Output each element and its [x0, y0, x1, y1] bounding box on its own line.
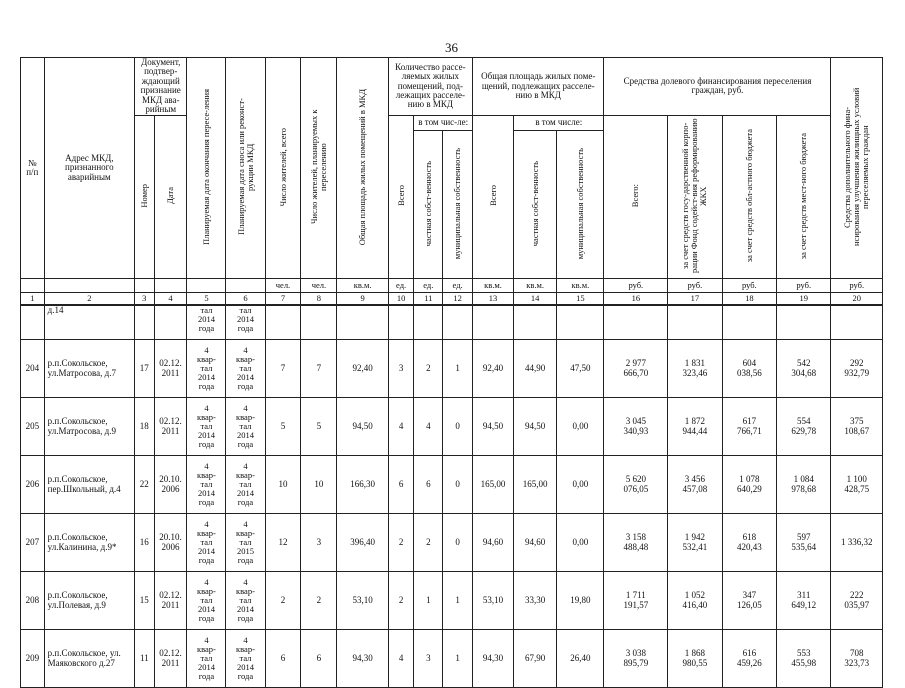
cell-area-total: 92,40	[472, 340, 513, 398]
cell-funding-fund: 3 456 457,08	[668, 456, 722, 514]
cell-residents-planned: 5	[301, 398, 337, 456]
cell-num: 204	[21, 340, 45, 398]
cell-relocation-end: 4 квар- тал 2014 года	[187, 514, 226, 572]
header-funding-fund: за счет средств госу-дарственной корпо-рации Фонд содейст-вия реформированию ЖКХ	[668, 115, 722, 278]
cell-area-private: 94,50	[514, 398, 557, 456]
cell-relocation-end: 4 квар- тал 2014 года	[187, 456, 226, 514]
cell	[472, 305, 513, 340]
cell-address: р.п.Сокольское, ул.Полевая, д.9	[44, 572, 134, 630]
cell-premises-private: 6	[414, 456, 443, 514]
cell-funding-regional: 347 126,05	[722, 572, 776, 630]
cell-num: 206	[21, 456, 45, 514]
cell-funding-local: 553 455,98	[777, 630, 831, 688]
header-funding-total: Всего:	[604, 115, 668, 278]
cell-residents-planned: 7	[301, 340, 337, 398]
cell	[135, 305, 155, 340]
cell-funding-regional: 618 420,43	[722, 514, 776, 572]
cell-area-private: 33,30	[514, 572, 557, 630]
cell-premises-total: 3	[388, 340, 414, 398]
cell-relocation-end: тал 2014 года	[187, 305, 226, 340]
cell	[514, 305, 557, 340]
cell-premises-private: 4	[414, 398, 443, 456]
header-document: Документ, подтвер-ждающий признание МКД ава-рийным	[135, 58, 187, 116]
header-additional-funds: Средства дополнительного фина-нсирования улучшения жилищных условий переселяемых граждан	[831, 58, 883, 279]
header-total-area: Общая площадь жилых помещений в МКД	[337, 58, 388, 279]
column-number-cell: 2	[44, 293, 134, 306]
cell	[154, 305, 187, 340]
cell-demolition: тал 2014 года	[226, 305, 265, 340]
cell-area-total: 94,30	[472, 630, 513, 688]
column-number-cell: 13	[472, 293, 513, 306]
cell	[301, 305, 337, 340]
unit-cell: руб.	[831, 279, 883, 293]
cell-address: р.п.Сокольское, ул.Калинина, д.9*	[44, 514, 134, 572]
cell-doc-number: 22	[135, 456, 155, 514]
cell-funding-local: 597 535,64	[777, 514, 831, 572]
column-number-cell: 14	[514, 293, 557, 306]
column-number-cell: 1	[21, 293, 45, 306]
cell	[414, 305, 443, 340]
column-number-cell: 16	[604, 293, 668, 306]
cell-address: р.п.Сокольское, ул. Маяковского д.27	[44, 630, 134, 688]
cell-total-area: 94,30	[337, 630, 388, 688]
unit-cell: кв.м.	[514, 279, 557, 293]
cell-demolition: 4 квар- тал 2014 года	[226, 456, 265, 514]
unit-cell	[187, 279, 226, 293]
cell-doc-number: 18	[135, 398, 155, 456]
cell-funding-regional: 604 038,56	[722, 340, 776, 398]
table-row	[21, 514, 883, 572]
cell-total-area: 396,40	[337, 514, 388, 572]
header-doc-number: Номер	[135, 115, 155, 278]
header-area-including: в том числе:	[514, 115, 604, 130]
cell	[21, 305, 45, 340]
cell-funding-fund: 1 868 980,55	[668, 630, 722, 688]
cell-demolition: 4 квар- тал 2014 года	[226, 398, 265, 456]
unit-cell: чел.	[265, 279, 301, 293]
column-number-cell: 11	[414, 293, 443, 306]
cell-area-private: 44,90	[514, 340, 557, 398]
header-area-group: Общая площадь жилых поме-щений, подлежащих расселе-нию в МКД	[472, 58, 603, 116]
header-address: Адрес МКД, признанного аварийным	[44, 58, 134, 279]
header-demolition: Планируемая дата сноса или реконст-рукции МКД	[226, 58, 265, 279]
cell-funding-regional: 616 459,26	[722, 630, 776, 688]
cell-residents-planned: 2	[301, 572, 337, 630]
cell-funding-total: 2 977 666,70	[604, 340, 668, 398]
cell-funding-fund: 1 831 323,46	[668, 340, 722, 398]
cell	[337, 305, 388, 340]
cell-area-municipal: 26,40	[557, 630, 604, 688]
cell-premises-municipal: 0	[443, 514, 473, 572]
cell-premises-municipal: 1	[443, 630, 473, 688]
cell-funding-total: 1 711 191,57	[604, 572, 668, 630]
cell	[443, 305, 473, 340]
unit-cell: руб.	[777, 279, 831, 293]
cell-additional-funds: 292 932,79	[831, 340, 883, 398]
cell-additional-funds: 375 108,67	[831, 398, 883, 456]
cell	[722, 305, 776, 340]
cell-doc-date: 20.10. 2006	[154, 514, 187, 572]
cell-premises-private: 3	[414, 630, 443, 688]
cell	[777, 305, 831, 340]
cell	[557, 305, 604, 340]
cell-premises-total: 6	[388, 456, 414, 514]
cell-area-municipal: 0,00	[557, 398, 604, 456]
header-funding-local: за счет средств мест-ного бюджета	[777, 115, 831, 278]
cell-additional-funds: 1 100 428,75	[831, 456, 883, 514]
unit-cell: кв.м.	[472, 279, 513, 293]
table-row	[21, 572, 883, 630]
cell-address: р.п.Сокольское, ул.Матросова, д.7	[44, 340, 134, 398]
cell-area-municipal: 19,80	[557, 572, 604, 630]
cell-funding-regional: 617 766,71	[722, 398, 776, 456]
table-row	[21, 340, 883, 398]
cell-premises-total: 2	[388, 572, 414, 630]
cell-total-area: 166,30	[337, 456, 388, 514]
table-row	[21, 456, 883, 514]
unit-cell: ед.	[414, 279, 443, 293]
relocation-table	[20, 57, 883, 688]
header-area-municipal: муниципальная собственность	[557, 131, 604, 279]
cell-demolition: 4 квар- тал 2015 года	[226, 514, 265, 572]
cell-area-municipal: 47,50	[557, 340, 604, 398]
header-residents-planned: Число жителей, планируемых к переселению	[301, 58, 337, 279]
cell-residents-total: 7	[265, 340, 301, 398]
cell-funding-total: 3 045 340,93	[604, 398, 668, 456]
cell-total-area: 94,50	[337, 398, 388, 456]
unit-cell: руб.	[668, 279, 722, 293]
units-row	[21, 279, 883, 293]
column-number-cell: 3	[135, 293, 155, 306]
cell-funding-local: 554 629,78	[777, 398, 831, 456]
cell-address: р.п.Сокольское, ул.Матросова, д.9	[44, 398, 134, 456]
cell-area-municipal: 0,00	[557, 456, 604, 514]
cell-premises-municipal: 0	[443, 456, 473, 514]
cell-premises-municipal: 1	[443, 340, 473, 398]
column-number-cell: 9	[337, 293, 388, 306]
cell-relocation-end: 4 квар- тал 2014 года	[187, 630, 226, 688]
cell-area-private: 165,00	[514, 456, 557, 514]
cell-doc-date: 02.12. 2011	[154, 630, 187, 688]
cell-doc-number: 11	[135, 630, 155, 688]
cell-funding-local: 1 084 978,68	[777, 456, 831, 514]
cell-total-area: 53,10	[337, 572, 388, 630]
header-premises-private: частная собст-венность	[414, 131, 443, 279]
column-number-cell: 7	[265, 293, 301, 306]
cell-doc-date: 02.12. 2011	[154, 572, 187, 630]
unit-cell: руб.	[722, 279, 776, 293]
cell-area-total: 165,00	[472, 456, 513, 514]
cell-funding-fund: 1 872 944,44	[668, 398, 722, 456]
cell-doc-date: 20.10. 2006	[154, 456, 187, 514]
unit-cell: кв.м.	[557, 279, 604, 293]
cell-funding-fund: 1 942 532,41	[668, 514, 722, 572]
cell-num: 205	[21, 398, 45, 456]
page-number: 36	[445, 40, 458, 55]
cell-residents-planned: 10	[301, 456, 337, 514]
unit-cell	[154, 279, 187, 293]
cell	[265, 305, 301, 340]
unit-cell: чел.	[301, 279, 337, 293]
table-row	[21, 398, 883, 456]
cell-demolition: 4 квар- тал 2014 года	[226, 572, 265, 630]
cell-address: д.14	[44, 305, 134, 340]
header-funding-regional: за счет средств обл-астного бюджета	[722, 115, 776, 278]
cell-residents-planned: 3	[301, 514, 337, 572]
cell	[668, 305, 722, 340]
table-row	[21, 630, 883, 688]
column-number-cell: 5	[187, 293, 226, 306]
cell-residents-total: 2	[265, 572, 301, 630]
unit-cell: руб.	[604, 279, 668, 293]
unit-cell: ед.	[443, 279, 473, 293]
cell-demolition: 4 квар- тал 2014 года	[226, 340, 265, 398]
column-number-cell: 4	[154, 293, 187, 306]
cell-demolition: 4 квар- тал 2014 года	[226, 630, 265, 688]
cell-funding-local: 311 649,12	[777, 572, 831, 630]
cell-funding-total: 5 620 076,05	[604, 456, 668, 514]
unit-cell	[21, 279, 45, 293]
cell-premises-total: 4	[388, 630, 414, 688]
continuation-row	[21, 305, 883, 340]
cell-premises-private: 1	[414, 572, 443, 630]
cell-area-private: 94,60	[514, 514, 557, 572]
cell-num: 209	[21, 630, 45, 688]
unit-cell: кв.м.	[337, 279, 388, 293]
header-num: № п/п	[21, 58, 45, 279]
cell-total-area: 92,40	[337, 340, 388, 398]
cell-residents-total: 10	[265, 456, 301, 514]
cell-area-total: 53,10	[472, 572, 513, 630]
unit-cell	[44, 279, 134, 293]
header-area-private: частная собст-венность	[514, 131, 557, 279]
column-number-cell: 12	[443, 293, 473, 306]
header-premises-total: Всего	[388, 115, 414, 278]
cell-premises-private: 2	[414, 340, 443, 398]
header-funding-group: Средства долевого финансирования переселения граждан, руб.	[604, 58, 831, 116]
cell-funding-total: 3 158 488,48	[604, 514, 668, 572]
cell-area-total: 94,60	[472, 514, 513, 572]
cell-funding-fund: 1 052 416,40	[668, 572, 722, 630]
cell-premises-municipal: 0	[443, 398, 473, 456]
column-number-cell: 15	[557, 293, 604, 306]
cell-residents-total: 6	[265, 630, 301, 688]
header-area-total: Всего	[472, 115, 513, 278]
cell-area-private: 67,90	[514, 630, 557, 688]
cell-doc-date: 02.12. 2011	[154, 398, 187, 456]
cell-residents-planned: 6	[301, 630, 337, 688]
cell-relocation-end: 4 квар- тал 2014 года	[187, 572, 226, 630]
cell-premises-municipal: 1	[443, 572, 473, 630]
cell	[831, 305, 883, 340]
cell-additional-funds: 222 035,97	[831, 572, 883, 630]
cell	[604, 305, 668, 340]
header-residents-total: Число жителей, всего	[265, 58, 301, 279]
unit-cell: ед.	[388, 279, 414, 293]
cell-doc-number: 16	[135, 514, 155, 572]
column-number-cell: 20	[831, 293, 883, 306]
header-premises-including: в том чис-ле:	[414, 115, 473, 130]
cell-num: 207	[21, 514, 45, 572]
column-numbers-row	[21, 293, 883, 306]
header-doc-date: Дата	[154, 115, 187, 278]
header-relocation-end: Планируемая дата окончания пересе-ления	[187, 58, 226, 279]
column-number-cell: 18	[722, 293, 776, 306]
cell-address: р.п.Сокольское, пер.Школьный, д.4	[44, 456, 134, 514]
cell-premises-private: 2	[414, 514, 443, 572]
column-number-cell: 6	[226, 293, 265, 306]
cell-funding-total: 3 038 895,79	[604, 630, 668, 688]
unit-cell	[226, 279, 265, 293]
cell-additional-funds: 1 336,32	[831, 514, 883, 572]
cell-premises-total: 4	[388, 398, 414, 456]
cell-doc-number: 15	[135, 572, 155, 630]
header-premises-count: Количество рассе-ляемых жилых помещений, под-лежащих расселе-нию в МКД	[388, 58, 472, 116]
cell-premises-total: 2	[388, 514, 414, 572]
cell-doc-date: 02.12. 2011	[154, 340, 187, 398]
cell-funding-local: 542 304,68	[777, 340, 831, 398]
unit-cell	[135, 279, 155, 293]
column-number-cell: 10	[388, 293, 414, 306]
cell-additional-funds: 708 323,73	[831, 630, 883, 688]
cell-residents-total: 5	[265, 398, 301, 456]
cell-doc-number: 17	[135, 340, 155, 398]
cell-residents-total: 12	[265, 514, 301, 572]
cell-relocation-end: 4 квар- тал 2014 года	[187, 398, 226, 456]
cell-relocation-end: 4 квар- тал 2014 года	[187, 340, 226, 398]
column-number-cell: 19	[777, 293, 831, 306]
header-premises-municipal: муниципальная собственность	[443, 131, 473, 279]
cell-area-total: 94,50	[472, 398, 513, 456]
cell-funding-regional: 1 078 640,29	[722, 456, 776, 514]
cell-num: 208	[21, 572, 45, 630]
cell-area-municipal: 0,00	[557, 514, 604, 572]
column-number-cell: 17	[668, 293, 722, 306]
cell	[388, 305, 414, 340]
column-number-cell: 8	[301, 293, 337, 306]
